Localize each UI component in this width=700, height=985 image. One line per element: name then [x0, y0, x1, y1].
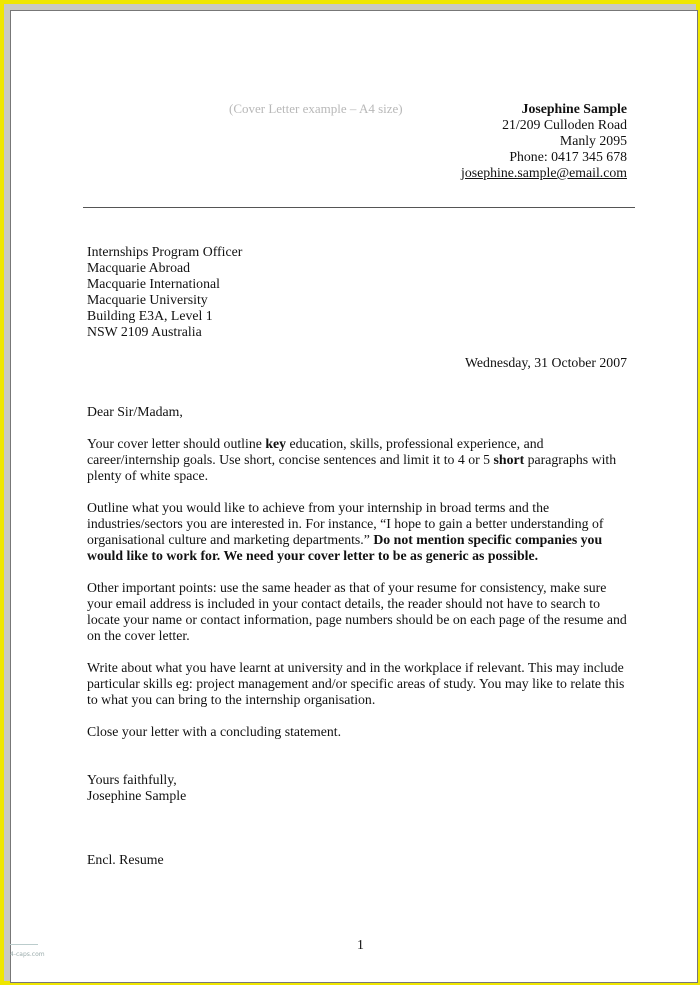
text-run: education, skills, professional experience, and [286, 436, 544, 451]
paragraph-4 [87, 660, 643, 708]
recipient-line: Macquarie University [87, 292, 208, 307]
watermark-logo [10, 944, 70, 956]
recipient-line: Building E3A, Level 1 [87, 308, 213, 323]
paragraph-3 [87, 580, 643, 644]
paragraph-line: on the cover letter. [87, 628, 190, 643]
recipient-line: NSW 2109 Australia [87, 324, 202, 339]
page-number: 1 [357, 937, 364, 952]
paragraph-line [87, 532, 643, 548]
sender-email: josephine.sample@email.com [461, 165, 627, 180]
sender-address-line2: Manly 2095 [559, 133, 627, 148]
recipient-line: Macquarie International [87, 276, 220, 291]
paragraph-line: industries/sectors you are interested in. For instance, “I hope to gain a better understanding of [87, 516, 604, 531]
bold-run: short [493, 452, 525, 467]
example-note: (Cover Letter example – A4 size) [229, 101, 403, 116]
bold-run: key [265, 436, 287, 451]
paragraph-line: plenty of white space. [87, 468, 209, 483]
watermark-text: 4-caps.com [10, 951, 45, 958]
paragraph-line: Other important points: use the same header as that of your resume for consistency, make sure [87, 580, 607, 595]
text-run: paragraphs with [524, 452, 617, 467]
recipient-line: Internships Program Officer [87, 244, 243, 259]
salutation: Dear Sir/Madam, [87, 404, 183, 419]
letter-date: Wednesday, 31 October 2007 [465, 355, 627, 370]
text-run: Your cover letter should outline [87, 436, 266, 451]
recipient-block [87, 244, 242, 340]
paragraph-2 [87, 500, 643, 564]
paragraph-line [87, 436, 643, 452]
header-divider [83, 207, 635, 208]
paragraph-line: locate your name or contact information, page numbers should be on each page of the resume and [87, 612, 627, 627]
closing-phrase: Yours faithfully, [87, 772, 177, 787]
paragraph-line: your email address is included in your contact details, the reader should not have to search to [87, 596, 601, 611]
paragraph-5: Close your letter with a concluding statement. [87, 724, 342, 739]
signature-name: Josephine Sample [87, 788, 187, 803]
letter-page [10, 10, 698, 983]
bold-run: Do not mention specific companies you [373, 532, 603, 547]
paragraph-1 [87, 436, 643, 484]
closing-block [87, 772, 186, 804]
bold-run: would like to work for. We need your cover letter to be as generic as possible. [87, 548, 539, 563]
recipient-line: Macquarie Abroad [87, 260, 191, 275]
text-run: organisational culture and marketing departments.” [87, 532, 374, 547]
watermark-mark [10, 944, 38, 950]
sender-name: Josephine Sample [521, 101, 627, 116]
paragraph-line: to what you can bring to the internship organisation. [87, 692, 376, 707]
paragraph-line [87, 548, 643, 564]
paragraph-line: Write about what you have learnt at university and in the workplace if relevant. This may include [87, 660, 624, 675]
text-run: career/internship goals. Use short, concise sentences and limit it to 4 or 5 [87, 452, 494, 467]
paragraph-line: Outline what you would like to achieve from your internship in broad terms and the [87, 500, 550, 515]
sender-address-line1: 21/209 Culloden Road [502, 117, 627, 132]
paragraph-line: particular skills eg: project management and/or specific areas of study. You may like to relate this [87, 676, 625, 691]
enclosure-note: Encl. Resume [87, 852, 164, 867]
paragraph-line [87, 452, 643, 468]
sender-block [461, 101, 627, 181]
sender-phone: Phone: 0417 345 678 [509, 149, 627, 164]
